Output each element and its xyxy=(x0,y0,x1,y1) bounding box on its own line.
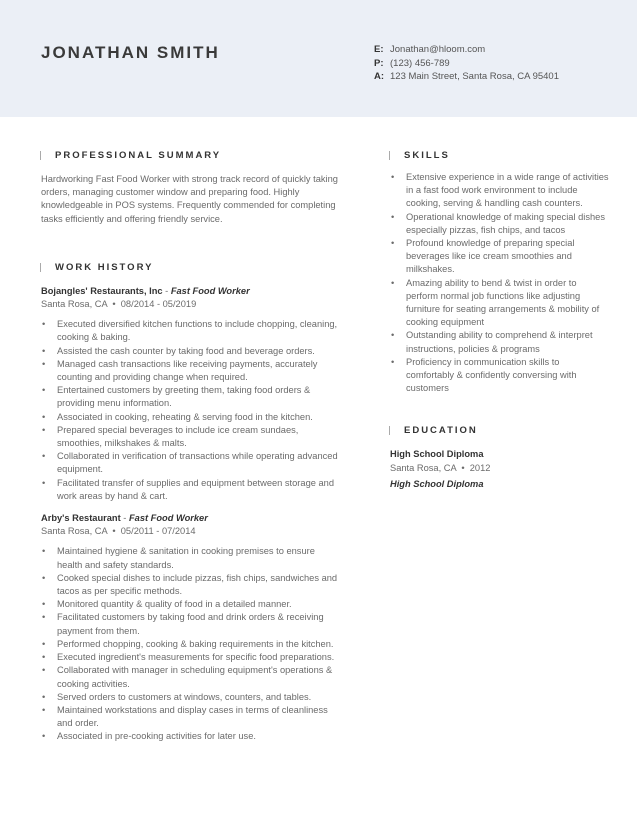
section-divider xyxy=(40,263,41,272)
list-item: • Entertained customers by greeting them, taking food orders & providing menu information. xyxy=(41,384,341,410)
separator: • xyxy=(461,462,465,473)
education-location: Santa Rosa, CA xyxy=(390,462,457,473)
company: Arby's Restaurant xyxy=(41,513,121,524)
left-column xyxy=(41,150,341,744)
company: Bojangles' Restaurants, Inc xyxy=(41,285,163,296)
list-item: • Executed diversified kitchen functions to include chopping, cleaning, cooking & baking. xyxy=(41,318,341,344)
skill-item: • Profound knowledge of preparing special beverages like ice cream smoothies and milkshakes. xyxy=(390,237,610,277)
job-role: Fast Food Worker xyxy=(128,513,208,524)
job-location: Santa Rosa, CA xyxy=(41,299,108,310)
list-item: • Served orders to customers at windows, counters, and tables. xyxy=(41,691,341,704)
skills-list xyxy=(390,171,610,395)
phone-value: (123) 456-789 xyxy=(390,57,450,69)
separator: • xyxy=(112,526,116,537)
job-entry xyxy=(41,512,341,743)
skill-item: • Extensive experience in a wide range of activities in a fast food work environment to include cooking, serving & handling cash counters. xyxy=(390,171,610,211)
job-role: Fast Food Worker xyxy=(170,285,250,296)
section-divider xyxy=(40,151,41,160)
education-entry xyxy=(390,448,610,491)
resume-header xyxy=(0,0,637,117)
list-item: • Facilitated transfer of supplies and equipment between storage and work areas by hand & cart. xyxy=(41,477,341,503)
job-bullets xyxy=(41,318,341,503)
job-dates: 08/2014 - 05/2019 xyxy=(120,299,197,310)
skill-item: • Outstanding ability to comprehend & interpret instructions, policies & programs xyxy=(390,329,610,355)
list-item: • Cooked special dishes to include pizzas, fish chips, sandwiches and tacos as per specific methods. xyxy=(41,572,341,598)
right-column xyxy=(390,150,610,491)
job-dates: 05/2011 - 07/2014 xyxy=(120,526,196,537)
list-item: • Maintained hygiene & sanitation in cooking premises to ensure health and safety standards. xyxy=(41,545,341,571)
skill-item: • Amazing ability to bend & twist in order to perform normal job functions like adjusting furniture for seating arrangements & mobility of cooking equipment xyxy=(390,277,610,330)
list-item: • Executed ingredient's measurements for specific food preparations. xyxy=(41,651,341,664)
degree: High School Diploma xyxy=(390,449,484,460)
list-item: • Facilitated customers by taking food and drink orders & receiving payment from them. xyxy=(41,611,341,637)
section-heading-education: EDUCATION xyxy=(390,425,610,439)
list-item: • Collaborated with manager in scheduling equipment's operations & cooking activities. xyxy=(41,664,341,690)
list-item: • Performed chopping, cooking & baking requirements in the kitchen. xyxy=(41,638,341,651)
skill-item: • Operational knowledge of making special dishes especially pizzas, fish chips, and tacos xyxy=(390,211,610,237)
degree-secondary: High School Diploma xyxy=(390,478,484,489)
job-location: Santa Rosa, CA xyxy=(41,526,108,537)
phone-label: P: xyxy=(374,57,384,69)
job-bullets xyxy=(41,545,341,743)
list-item: • Associated in pre-cooking activities for later use. xyxy=(41,730,341,743)
contact-info xyxy=(374,43,559,84)
section-heading-summary: PROFESSIONAL SUMMARY xyxy=(41,150,341,164)
separator: • xyxy=(112,299,116,310)
section-divider xyxy=(389,151,390,160)
list-item: • Collaborated in verification of transactions while operating advanced equipment. xyxy=(41,450,341,476)
email-value: Jonathan@hloom.com xyxy=(390,44,486,55)
section-heading-skills: SKILLS xyxy=(390,150,610,164)
email-label: E: xyxy=(374,44,384,55)
section-divider xyxy=(389,426,390,435)
education-year: 2012 xyxy=(469,462,491,473)
list-item: • Monitored quantity & quality of food in a detailed manner. xyxy=(41,598,341,611)
address-value: 123 Main Street, Santa Rosa, CA 95401 xyxy=(390,71,559,82)
skill-item: • Proficiency in communication skills to comfortably & confidently conversing with customers xyxy=(390,356,610,396)
list-item: • Managed cash transactions like receiving payments, accurately counting and providing change when required. xyxy=(41,358,341,384)
address-label: A: xyxy=(374,71,385,82)
separator: - xyxy=(162,285,171,296)
candidate-name: JONATHAN SMITH xyxy=(41,43,220,62)
section-heading-work: WORK HISTORY xyxy=(41,262,341,276)
list-item: • Prepared special beverages to include ice cream sundaes, smoothies, milkshakes & malts. xyxy=(41,424,341,450)
separator: - xyxy=(120,513,129,524)
job-entry xyxy=(41,285,341,503)
list-item: • Maintained workstations and display cases in terms of cleanliness and order. xyxy=(41,704,341,730)
summary-text: Hardworking Fast Food Worker with strong track record of quickly taking orders, managing customer window and preparing food. Highly knowledgeable in POS systems. Frequently commended for completing tasks efficiently and offering friendly service. xyxy=(41,174,338,224)
list-item: • Associated in cooking, reheating & serving food in the kitchen. xyxy=(41,411,341,424)
list-item: • Assisted the cash counter by taking food and beverage orders. xyxy=(41,345,341,358)
